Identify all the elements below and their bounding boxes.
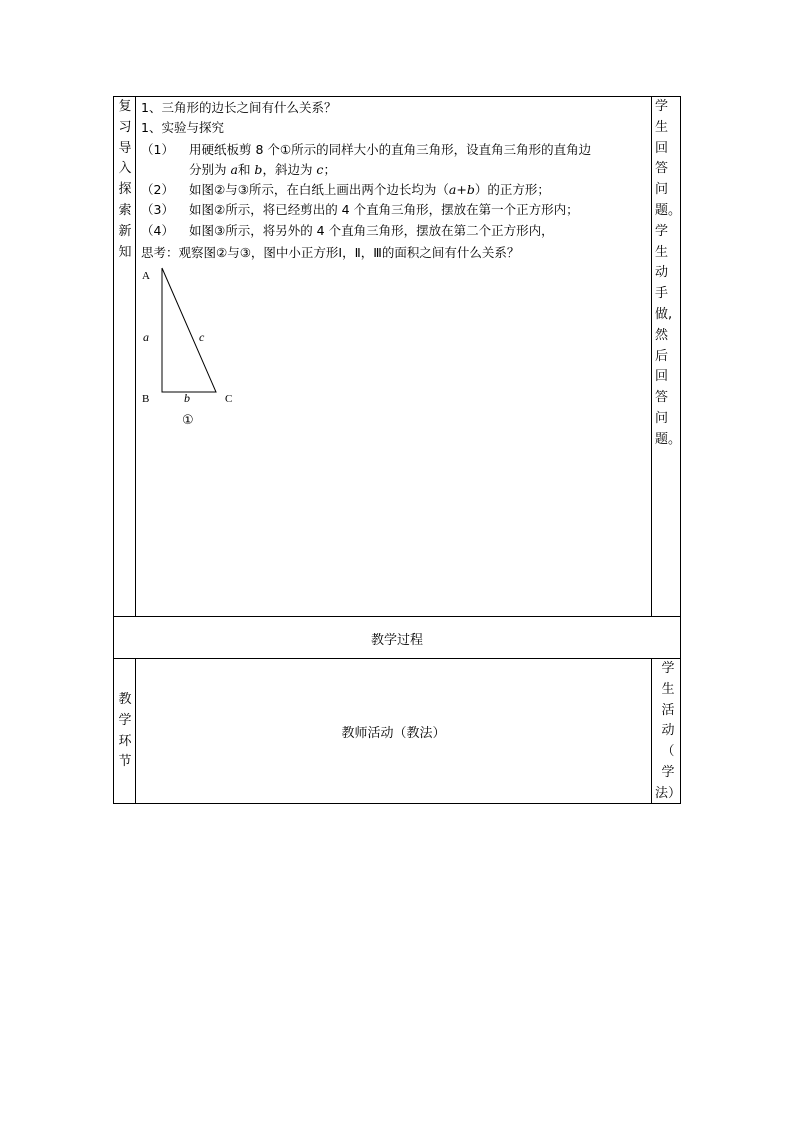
row-divider-1 (113, 616, 681, 617)
experiment-heading: 1、实验与探究 (141, 120, 224, 135)
step-2-number: （2） (141, 182, 174, 197)
side-c-label: c (199, 330, 205, 344)
student-activity-method-label: 学 生 活 动 （ 学 法） (655, 661, 682, 801)
right-triangle-figure (136, 262, 256, 432)
step-4-text: 如图③所示，将另外的 4 个直角三角形，摆放在第二个正方形内， (189, 223, 554, 238)
side-a-label: a (143, 330, 149, 344)
think-question: 思考：观察图②与③，图中小正方形Ⅰ，Ⅱ，Ⅲ的面积之间有什么关系？ (141, 245, 520, 260)
section-label-review: 复 习 导 入 探 索 新 知 (118, 99, 132, 260)
row-divider-2 (113, 658, 681, 659)
var-a: a (230, 162, 238, 177)
side-b-label: b (184, 391, 190, 405)
col-divider-right-bottom (651, 658, 652, 803)
student-activity-label: 学 生 回 答 问 题。 学 生 动 手 做, 然 后 回 答 问 题。 (655, 99, 682, 447)
step-1-text-part: 和 (237, 162, 255, 177)
table-border-bottom (113, 803, 681, 804)
teacher-activity-label: 教师活动（教法） (341, 726, 446, 741)
triangle-shape (162, 268, 216, 392)
step-1-text-part: ； (323, 162, 336, 177)
step-2-text-part: 如图②与③所示，在白纸上画出两个边长均为（ (189, 182, 449, 197)
teaching-step-label: 教 学 环 节 (118, 692, 132, 770)
vertex-b-label: B (142, 393, 150, 405)
step-3-text: 如图②所示，将已经剪出的 4 个直角三角形，摆放在第一个正方形内； (189, 202, 579, 217)
step-1-text-cont (189, 160, 336, 180)
step-1-text-part: ，斜边为 (262, 162, 317, 177)
vertex-c-label: C (225, 393, 233, 405)
step-1-text: 用硬纸板剪 8 个①所示的同样大小的直角三角形，设直角三角形的直角边 (189, 142, 592, 157)
step-1-number: （1） (141, 142, 174, 157)
teaching-process-title: 教学过程 (370, 633, 423, 648)
step-2-text-part: ）的正方形； (474, 182, 550, 197)
var-c: c (316, 162, 324, 177)
step-1-text-part: 分别为 (189, 162, 231, 177)
figure-caption: ① (182, 413, 194, 428)
var-a-plus-b: a+b (448, 182, 475, 197)
table-border-top (113, 96, 681, 97)
vertex-a-label: A (142, 270, 150, 282)
step-3-number: （3） (141, 202, 174, 217)
table-border-left (113, 96, 114, 804)
col-divider-right-top (651, 96, 652, 616)
var-b: b (254, 162, 263, 177)
question-line: 1、三角形的边长之间有什么关系？ (141, 100, 337, 115)
step-4-number: （4） (141, 223, 174, 238)
step-2-text (189, 180, 550, 200)
